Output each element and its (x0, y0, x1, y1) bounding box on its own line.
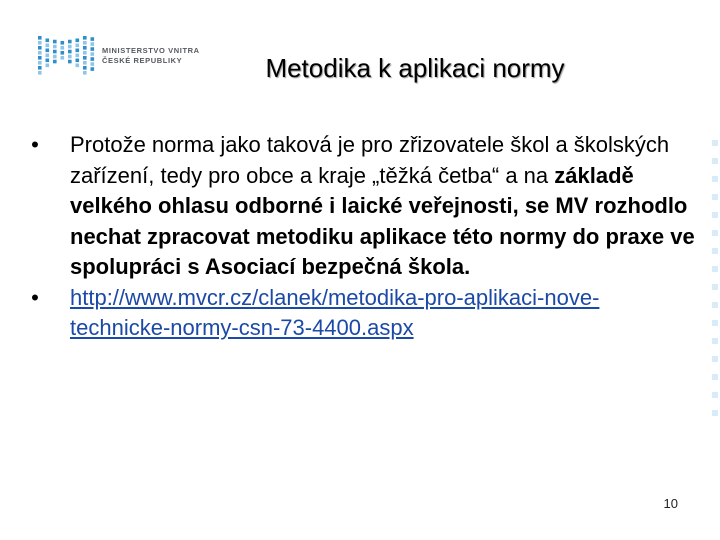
edge-dot (712, 230, 718, 236)
logo-dot (38, 46, 42, 50)
logo-dot (38, 41, 42, 45)
logo-dot (83, 36, 87, 40)
bullet-1-normal-text: Protože norma jako taková je pro zřizovatele škol a školských zařízení, tedy pro obce a kraje „těžká četba“ a na (70, 132, 670, 188)
edge-dot (712, 194, 718, 200)
edge-dot (712, 176, 718, 182)
logo-dot (53, 55, 57, 59)
logo-dot (68, 45, 72, 49)
logo-dot (46, 64, 50, 68)
logo-dot (83, 51, 87, 55)
edge-dot (712, 302, 718, 308)
logo-dot (91, 62, 95, 66)
logo-dot (61, 56, 65, 60)
logo-dot (53, 60, 57, 64)
edge-dot (712, 212, 718, 218)
edge-dot (712, 320, 718, 326)
logo-dot (68, 60, 72, 64)
bullet-item-1 (28, 130, 698, 283)
logo-dot (83, 66, 87, 70)
logo-dot (38, 61, 42, 65)
logo-dot (61, 46, 65, 50)
logo-dot (76, 59, 80, 63)
logo-dot (46, 39, 50, 43)
edge-dot (712, 338, 718, 344)
logo-dot (61, 51, 65, 55)
logo-dot (46, 54, 50, 58)
edge-dot (712, 410, 718, 416)
page-number: 10 (663, 496, 678, 511)
edge-dot (712, 374, 718, 380)
logo-dot (83, 61, 87, 65)
logo-dot (76, 44, 80, 48)
logo-dot (61, 41, 65, 45)
logo-dot (76, 49, 80, 53)
bullet-dot-icon: • (31, 284, 39, 310)
logo-dot (83, 71, 87, 75)
logo-dot (38, 51, 42, 55)
edge-dot (712, 284, 718, 290)
edge-dot (712, 248, 718, 254)
logo-dot (91, 67, 95, 71)
decorative-dots (708, 110, 720, 430)
logo-line-1: MINISTERSTVO VNITRA (102, 46, 200, 55)
logo-dot (83, 56, 87, 60)
slide-content (28, 130, 698, 344)
logo-dot (68, 50, 72, 54)
logo-dot (38, 66, 42, 70)
logo-dot (53, 40, 57, 44)
logo-dot (38, 56, 42, 60)
logo-dot (38, 36, 42, 40)
edge-dot (712, 158, 718, 164)
bullet-item-2 (28, 283, 698, 344)
logo-dot (38, 71, 42, 75)
edge-dot (712, 356, 718, 362)
logo-dot (46, 49, 50, 53)
logo-dot (76, 39, 80, 43)
logo-dot (53, 50, 57, 54)
edge-dot (712, 392, 718, 398)
logo-dot (68, 55, 72, 59)
edge-dot (712, 266, 718, 272)
logo-dot (91, 42, 95, 46)
logo-line-2: ČESKÉ REPUBLIKY (102, 56, 183, 65)
logo-dot (91, 57, 95, 61)
slide-title: Metodika k aplikaci normy (265, 53, 565, 83)
bullet-dot-icon: • (31, 132, 39, 157)
logo-dot (46, 59, 50, 63)
logo-dot (91, 37, 95, 41)
logo-dot (68, 40, 72, 44)
logo-dot (91, 52, 95, 56)
edge-dot (712, 140, 718, 146)
logo-dot (83, 46, 87, 50)
logo-dot (76, 54, 80, 58)
logo-dot (46, 44, 50, 48)
logo-dot (53, 45, 57, 49)
logo-dot (83, 41, 87, 45)
bullet-1-bold-text: základě velkého ohlasu odborné i laické veřejnosti, se MV rozhodlo nechat zpracovat metodiku aplikace této normy do praxe ve spolupráci s Asociací bezpečná škola. (70, 162, 695, 279)
ministry-logo-icon (36, 32, 100, 78)
metodika-link[interactable]: http://www.mvcr.cz/clanek/metodika-pro-aplikaci-nove-technicke-normy-csn-73-4400.aspx (70, 284, 600, 340)
logo-dot (91, 47, 95, 51)
logo-dot (76, 64, 80, 68)
